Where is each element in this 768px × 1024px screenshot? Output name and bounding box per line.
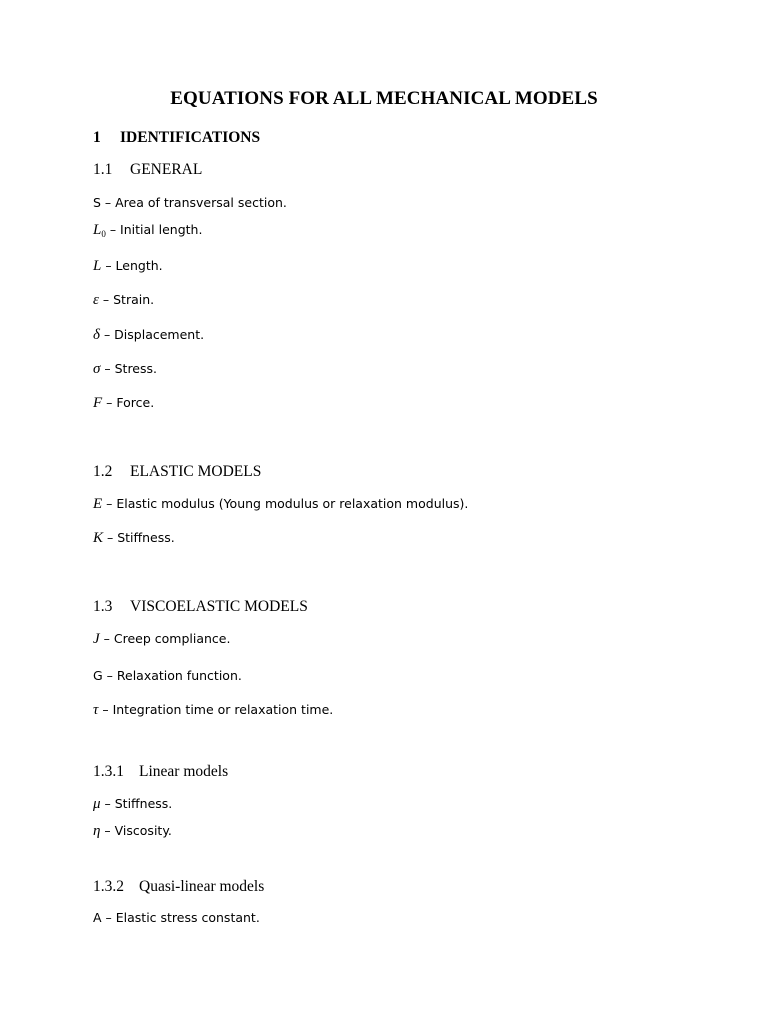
definition-text: – Integration time or relaxation time. xyxy=(98,702,334,717)
symbol: μ xyxy=(93,796,101,812)
symbol-subscript: 0 xyxy=(101,229,106,239)
subsection-number: 1.3.1 xyxy=(93,763,124,780)
definition-text: – Area of transversal section. xyxy=(100,195,287,210)
definition-length xyxy=(93,258,163,275)
subsection-title: ELASTIC MODELS xyxy=(130,463,262,480)
definition-text: – Force. xyxy=(102,395,155,410)
definition-stress xyxy=(93,361,157,378)
subsection-title: Linear models xyxy=(139,763,229,780)
symbol: η xyxy=(93,823,101,839)
definition-text: – Elastic modulus (Young modulus or relaxation modulus). xyxy=(102,496,469,511)
definition-creep-compliance xyxy=(93,631,230,648)
symbol: δ xyxy=(93,327,100,343)
definition-elastic-stress-constant xyxy=(93,910,260,925)
subsection-number: 1.1 xyxy=(93,161,113,178)
definition-viscosity xyxy=(93,823,172,840)
definition-elastic-modulus xyxy=(93,496,468,513)
definition-text: – Stress. xyxy=(100,361,157,376)
subsection-heading-general xyxy=(93,161,202,179)
definition-stiffness xyxy=(93,530,175,547)
definition-initial-length xyxy=(93,222,202,239)
definition-text: – Strain. xyxy=(98,292,155,307)
symbol: L xyxy=(93,222,102,238)
symbol: τ xyxy=(93,702,99,718)
definition-displacement xyxy=(93,327,204,344)
subsection-number: 1.3.2 xyxy=(93,878,124,895)
section-title: IDENTIFICATIONS xyxy=(120,129,261,146)
subsection-heading-elastic xyxy=(93,463,261,481)
definition-force xyxy=(93,395,154,412)
subsection-title: GENERAL xyxy=(130,161,203,178)
symbol: σ xyxy=(93,361,101,377)
definition-text: – Creep compliance. xyxy=(99,631,231,646)
definition-integration-time xyxy=(93,702,333,719)
subsection-number: 1.3 xyxy=(93,598,113,615)
document-title: EQUATIONS FOR ALL MECHANICAL MODELS xyxy=(170,88,598,109)
symbol: ε xyxy=(93,292,99,308)
definition-text: – Stiffness. xyxy=(103,530,175,545)
subsubsection-heading-linear xyxy=(93,763,228,781)
definition-text: – Viscosity. xyxy=(100,823,172,838)
definition-text: – Stiffness. xyxy=(100,796,173,811)
definition-text: – Displacement. xyxy=(99,327,205,342)
symbol: S xyxy=(93,195,101,210)
symbol: K xyxy=(93,530,104,546)
section-heading-identifications xyxy=(93,129,260,147)
subsection-title: VISCOELASTIC MODELS xyxy=(130,598,308,615)
symbol: G xyxy=(93,668,103,683)
symbol: L xyxy=(93,258,102,274)
definition-text: – Length. xyxy=(101,258,163,273)
section-number: 1 xyxy=(93,129,101,146)
subsection-heading-viscoelastic xyxy=(93,598,308,616)
definition-relaxation-function xyxy=(93,668,242,683)
symbol: F xyxy=(93,395,103,411)
subsection-number: 1.2 xyxy=(93,463,113,480)
definition-mu-stiffness xyxy=(93,796,172,813)
symbol: A xyxy=(93,910,102,925)
definition-area xyxy=(93,195,287,210)
definition-strain xyxy=(93,292,154,309)
subsection-title: Quasi-linear models xyxy=(139,878,265,895)
definition-text: – Initial length. xyxy=(105,222,203,237)
definition-text: – Elastic stress constant. xyxy=(101,910,260,925)
symbol: J xyxy=(93,631,100,647)
symbol: E xyxy=(93,496,103,512)
definition-text: – Relaxation function. xyxy=(102,668,242,683)
subsubsection-heading-quasilinear xyxy=(93,878,264,896)
